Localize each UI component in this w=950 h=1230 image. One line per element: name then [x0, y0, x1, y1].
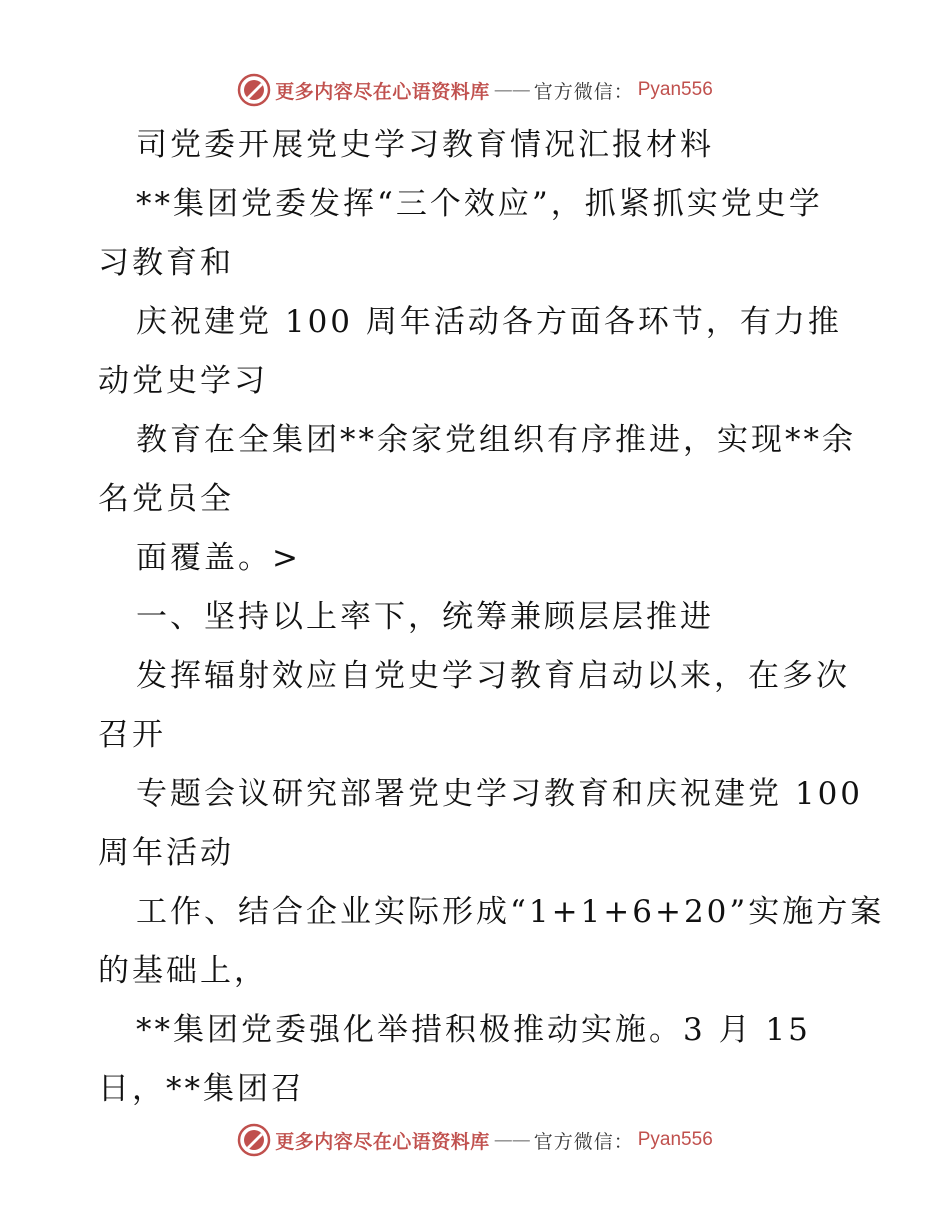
- header-promo-text: 更多内容尽在心语资料库: [275, 80, 490, 103]
- header-dash: ——: [493, 79, 530, 101]
- text-line: 动党史学习: [98, 363, 268, 399]
- footer-dash: ——: [493, 1129, 530, 1151]
- footer-wechat-id: Pyan556: [637, 1129, 713, 1150]
- text-line: **集团党委发挥“三个效应”，抓紧抓实党史学: [136, 186, 823, 222]
- footer-promo-text: 更多内容尽在心语资料库: [275, 1130, 490, 1153]
- text-line: 庆祝建党 100 周年活动各方面各环节，有力推: [136, 304, 842, 340]
- text-line: 名党员全: [98, 481, 234, 517]
- text-line: 面覆盖。>: [136, 540, 301, 576]
- pen-logo-icon: [237, 73, 271, 107]
- text-line: 教育在全集团**余家党组织有序推进，实现**余: [136, 422, 856, 458]
- text-line: 习教育和: [98, 245, 234, 281]
- footer-banner-content: [237, 1123, 713, 1157]
- section-heading: 一、坚持以上率下，统筹兼顾层层推进: [136, 599, 714, 635]
- pen-logo-icon: [237, 1123, 271, 1157]
- text-line: 发挥辐射效应自党史学习教育启动以来，在多次: [136, 658, 850, 694]
- header-banner: [0, 70, 950, 110]
- header-wechat-id: Pyan556: [637, 79, 713, 100]
- text-line: 日，**集团召: [98, 1071, 305, 1107]
- footer-banner: [0, 1120, 950, 1160]
- header-wechat-label: 官方微信：: [533, 80, 634, 103]
- footer-wechat-label: 官方微信：: [533, 1130, 634, 1153]
- header-banner-content: [237, 73, 713, 107]
- text-line: 召开: [98, 717, 166, 753]
- text-line: 工作、结合企业实际形成“1+1+6+20”实施方案: [136, 894, 885, 930]
- text-line: 的基础上，: [98, 953, 268, 989]
- text-line: 周年活动: [98, 835, 234, 871]
- title-line: 司党委开展党史学习教育情况汇报材料: [136, 127, 714, 163]
- text-line: **集团党委强化举措积极推动实施。3 月 15: [136, 1012, 811, 1048]
- text-line: 专题会议研究部署党史学习教育和庆祝建党 100: [136, 776, 864, 812]
